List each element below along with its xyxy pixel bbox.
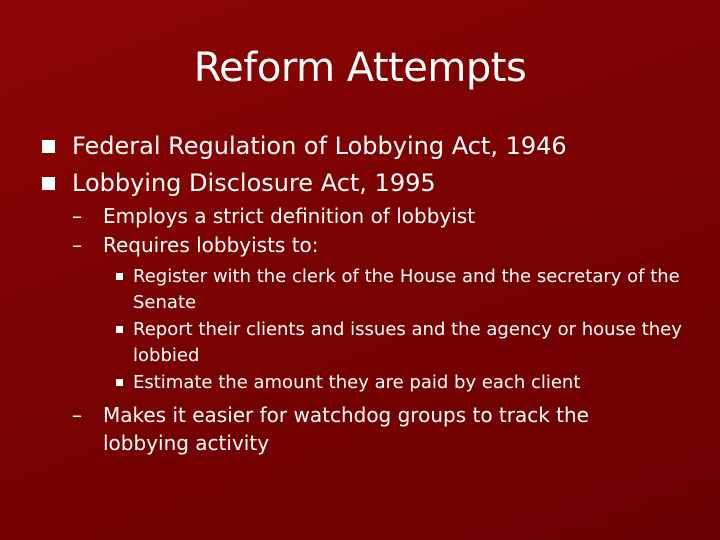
sub-sub-bullet-text: Estimate the amount they are paid by each client	[133, 372, 581, 393]
small-square-bullet-icon	[116, 326, 123, 333]
sub-bullet-text: Employs a strict definition of lobbyist	[103, 204, 476, 228]
small-square-bullet-icon	[116, 273, 123, 280]
dash-bullet-icon: –	[72, 204, 82, 228]
bullet-item	[72, 131, 567, 161]
dash-bullet-icon: –	[72, 403, 82, 427]
square-bullet-icon	[42, 177, 55, 190]
bullet-text: Federal Regulation of Lobbying Act, 1946	[72, 132, 567, 160]
sub-sub-bullet-text: Register with the clerk of the House and the secretary of the Senate	[133, 266, 680, 313]
dash-bullet-icon: –	[72, 233, 82, 257]
sub-bullet-text: Requires lobbyists to:	[103, 233, 319, 257]
slide-title: Reform Attempts	[193, 45, 527, 91]
sub-bullet-text: Makes it easier for watchdog groups to track the lobbying activity	[103, 403, 589, 455]
small-square-bullet-icon	[116, 379, 123, 386]
bullet-text: Lobbying Disclosure Act, 1995	[72, 169, 436, 197]
square-bullet-icon	[42, 140, 55, 153]
sub-sub-bullet-text: Report their clients and issues and the agency or house they lobbied	[133, 319, 682, 366]
bullet-item	[72, 168, 436, 198]
